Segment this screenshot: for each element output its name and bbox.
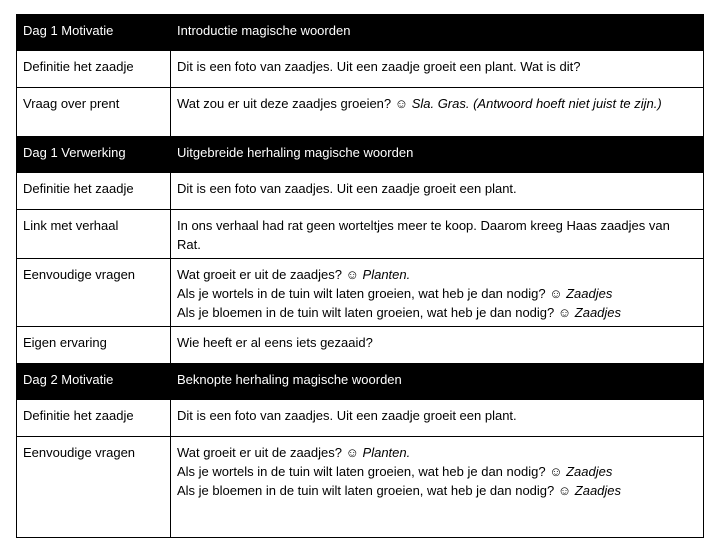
question-text: Wat groeit er uit de zaadjes? (177, 267, 342, 282)
smiley-icon: ☺ (549, 464, 563, 479)
question-text: Als je wortels in de tuin wilt laten groeien, wat heb je dan nodig? (177, 286, 546, 301)
answer-text: Zaadjes (566, 286, 613, 301)
row-label: Definitie het zaadje (17, 173, 171, 210)
question-line (177, 481, 697, 500)
question-line (177, 303, 697, 322)
smiley-icon: ☺ (394, 96, 409, 111)
row-label: Definitie het zaadje (17, 400, 171, 437)
section-header-row (17, 137, 704, 173)
section-label: Dag 1 Verwerking (17, 137, 171, 173)
section-title: Introductie magische woorden (171, 15, 704, 51)
lesson-table (16, 14, 704, 538)
question-text: Als je bloemen in de tuin wilt laten groeien, wat heb je dan nodig? (177, 305, 555, 320)
row-content (171, 259, 704, 327)
row-content: Dit is een foto van zaadjes. Uit een zaadje groeit een plant. Wat is dit? (171, 51, 704, 88)
row-content: In ons verhaal had rat geen worteltjes meer te koop. Daarom kreeg Haas zaadjes van Rat. (171, 210, 704, 259)
answer-text: Planten. (362, 445, 411, 460)
section-title: Beknopte herhaling magische woorden (171, 364, 704, 400)
table-row (17, 400, 704, 437)
section-label: Dag 1 Motivatie (17, 15, 171, 51)
smiley-icon: ☺ (345, 445, 359, 460)
row-label: Link met verhaal (17, 210, 171, 259)
section-header-row (17, 15, 704, 51)
question-text: Als je bloemen in de tuin wilt laten groeien, wat heb je dan nodig? (177, 483, 555, 498)
question-text: Wat groeit er uit de zaadjes? (177, 445, 342, 460)
question-line (177, 265, 697, 284)
row-content: Dit is een foto van zaadjes. Uit een zaadje groeit een plant. (171, 400, 704, 437)
row-label: Vraag over prent (17, 88, 171, 137)
answer-text: Sla. Gras. (Antwoord hoeft niet juist te zijn.) (411, 96, 662, 111)
table-row (17, 437, 704, 538)
table-row (17, 173, 704, 210)
smiley-icon: ☺ (345, 267, 359, 282)
answer-text: Planten. (362, 267, 411, 282)
answer-text: Zaadjes (574, 305, 622, 320)
row-content: Dit is een foto van zaadjes. Uit een zaadje groeit een plant. (171, 173, 704, 210)
answer-text: Zaadjes (574, 483, 622, 498)
table-row (17, 327, 704, 364)
smiley-icon: ☺ (557, 483, 572, 498)
smiley-icon: ☺ (557, 305, 572, 320)
table-row (17, 51, 704, 88)
row-label: Eigen ervaring (17, 327, 171, 364)
row-content (171, 88, 704, 137)
question-line (177, 443, 697, 462)
section-header-row (17, 364, 704, 400)
row-label: Definitie het zaadje (17, 51, 171, 88)
table-row (17, 259, 704, 327)
answer-text: Zaadjes (566, 464, 613, 479)
row-content: Wie heeft er al eens iets gezaaid? (171, 327, 704, 364)
table-row (17, 210, 704, 259)
question-line (177, 284, 697, 303)
section-title: Uitgebreide herhaling magische woorden (171, 137, 704, 173)
row-label: Eenvoudige vragen (17, 259, 171, 327)
smiley-icon: ☺ (549, 286, 563, 301)
question-text: Als je wortels in de tuin wilt laten groeien, wat heb je dan nodig? (177, 464, 546, 479)
section-label: Dag 2 Motivatie (17, 364, 171, 400)
row-content (171, 437, 704, 538)
table-row (17, 88, 704, 137)
row-label: Eenvoudige vragen (17, 437, 171, 538)
question-line (177, 462, 697, 481)
question-text: Wat zou er uit deze zaadjes groeien? (177, 96, 392, 111)
